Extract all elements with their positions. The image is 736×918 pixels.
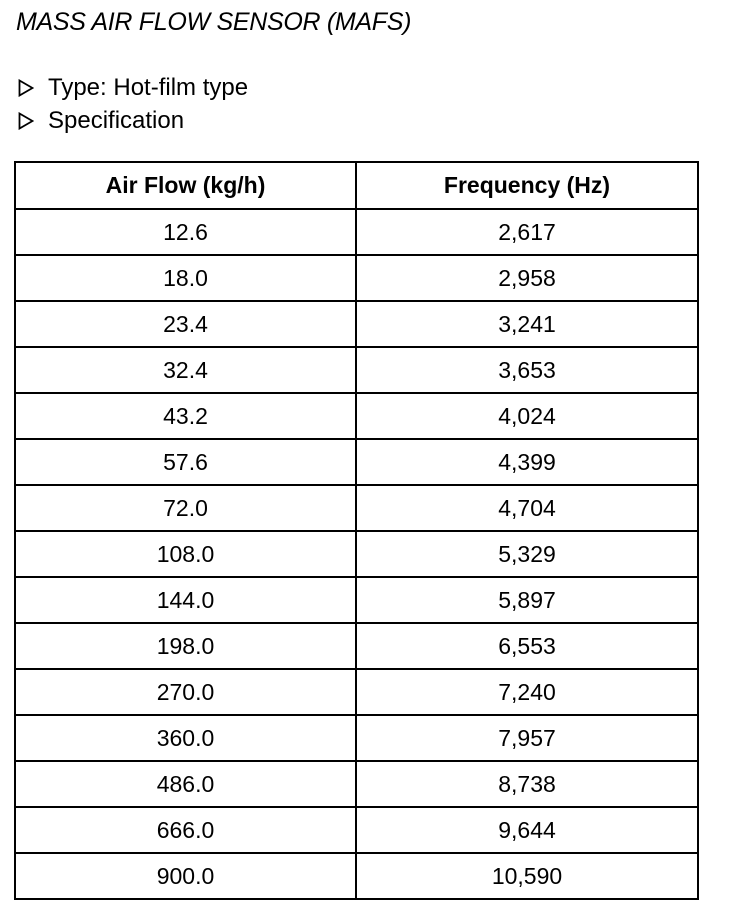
- air-flow-cell: 900.0: [15, 853, 356, 899]
- table-row: [15, 531, 698, 577]
- air-flow-cell: 32.4: [15, 347, 356, 393]
- frequency-cell: 9,644: [356, 807, 698, 853]
- table-row: [15, 347, 698, 393]
- table-body: [15, 209, 698, 899]
- table-row: [15, 761, 698, 807]
- table-row: [15, 255, 698, 301]
- frequency-cell: 4,399: [356, 439, 698, 485]
- air-flow-cell: 18.0: [15, 255, 356, 301]
- frequency-cell: 7,240: [356, 669, 698, 715]
- table-header-row: [15, 162, 698, 209]
- table-row: [15, 807, 698, 853]
- table-row: [15, 209, 698, 255]
- triangle-right-outline-icon: [18, 112, 34, 130]
- table-row: [15, 715, 698, 761]
- triangle-right-outline-icon: [18, 79, 34, 97]
- page-title: MASS AIR FLOW SENSOR (MAFS): [16, 8, 412, 36]
- frequency-cell: 7,957: [356, 715, 698, 761]
- table-row: [15, 669, 698, 715]
- table-row: [15, 577, 698, 623]
- air-flow-cell: 108.0: [15, 531, 356, 577]
- frequency-cell: 6,553: [356, 623, 698, 669]
- air-flow-cell: 57.6: [15, 439, 356, 485]
- spec-table: [14, 161, 699, 900]
- air-flow-cell: 23.4: [15, 301, 356, 347]
- bullet-specification-text: Specification: [48, 107, 185, 134]
- air-flow-cell: 144.0: [15, 577, 356, 623]
- air-flow-cell: 198.0: [15, 623, 356, 669]
- bullet-specification: [18, 107, 184, 135]
- bullet-type: [18, 74, 248, 102]
- air-flow-cell: 360.0: [15, 715, 356, 761]
- table-row: [15, 301, 698, 347]
- header-frequency: Frequency (Hz): [356, 162, 698, 209]
- frequency-cell: 3,241: [356, 301, 698, 347]
- frequency-cell: 4,704: [356, 485, 698, 531]
- table-row: [15, 853, 698, 899]
- frequency-cell: 5,329: [356, 531, 698, 577]
- frequency-cell: 5,897: [356, 577, 698, 623]
- frequency-cell: 8,738: [356, 761, 698, 807]
- air-flow-cell: 43.2: [15, 393, 356, 439]
- air-flow-cell: 666.0: [15, 807, 356, 853]
- header-air-flow: Air Flow (kg/h): [15, 162, 356, 209]
- table-row: [15, 439, 698, 485]
- frequency-cell: 2,617: [356, 209, 698, 255]
- table-row: [15, 485, 698, 531]
- frequency-cell: 2,958: [356, 255, 698, 301]
- frequency-cell: 10,590: [356, 853, 698, 899]
- air-flow-cell: 270.0: [15, 669, 356, 715]
- table-row: [15, 393, 698, 439]
- table-row: [15, 623, 698, 669]
- frequency-cell: 3,653: [356, 347, 698, 393]
- air-flow-cell: 486.0: [15, 761, 356, 807]
- air-flow-cell: 12.6: [15, 209, 356, 255]
- bullet-type-text: Type: Hot-film type: [48, 74, 249, 101]
- frequency-cell: 4,024: [356, 393, 698, 439]
- air-flow-cell: 72.0: [15, 485, 356, 531]
